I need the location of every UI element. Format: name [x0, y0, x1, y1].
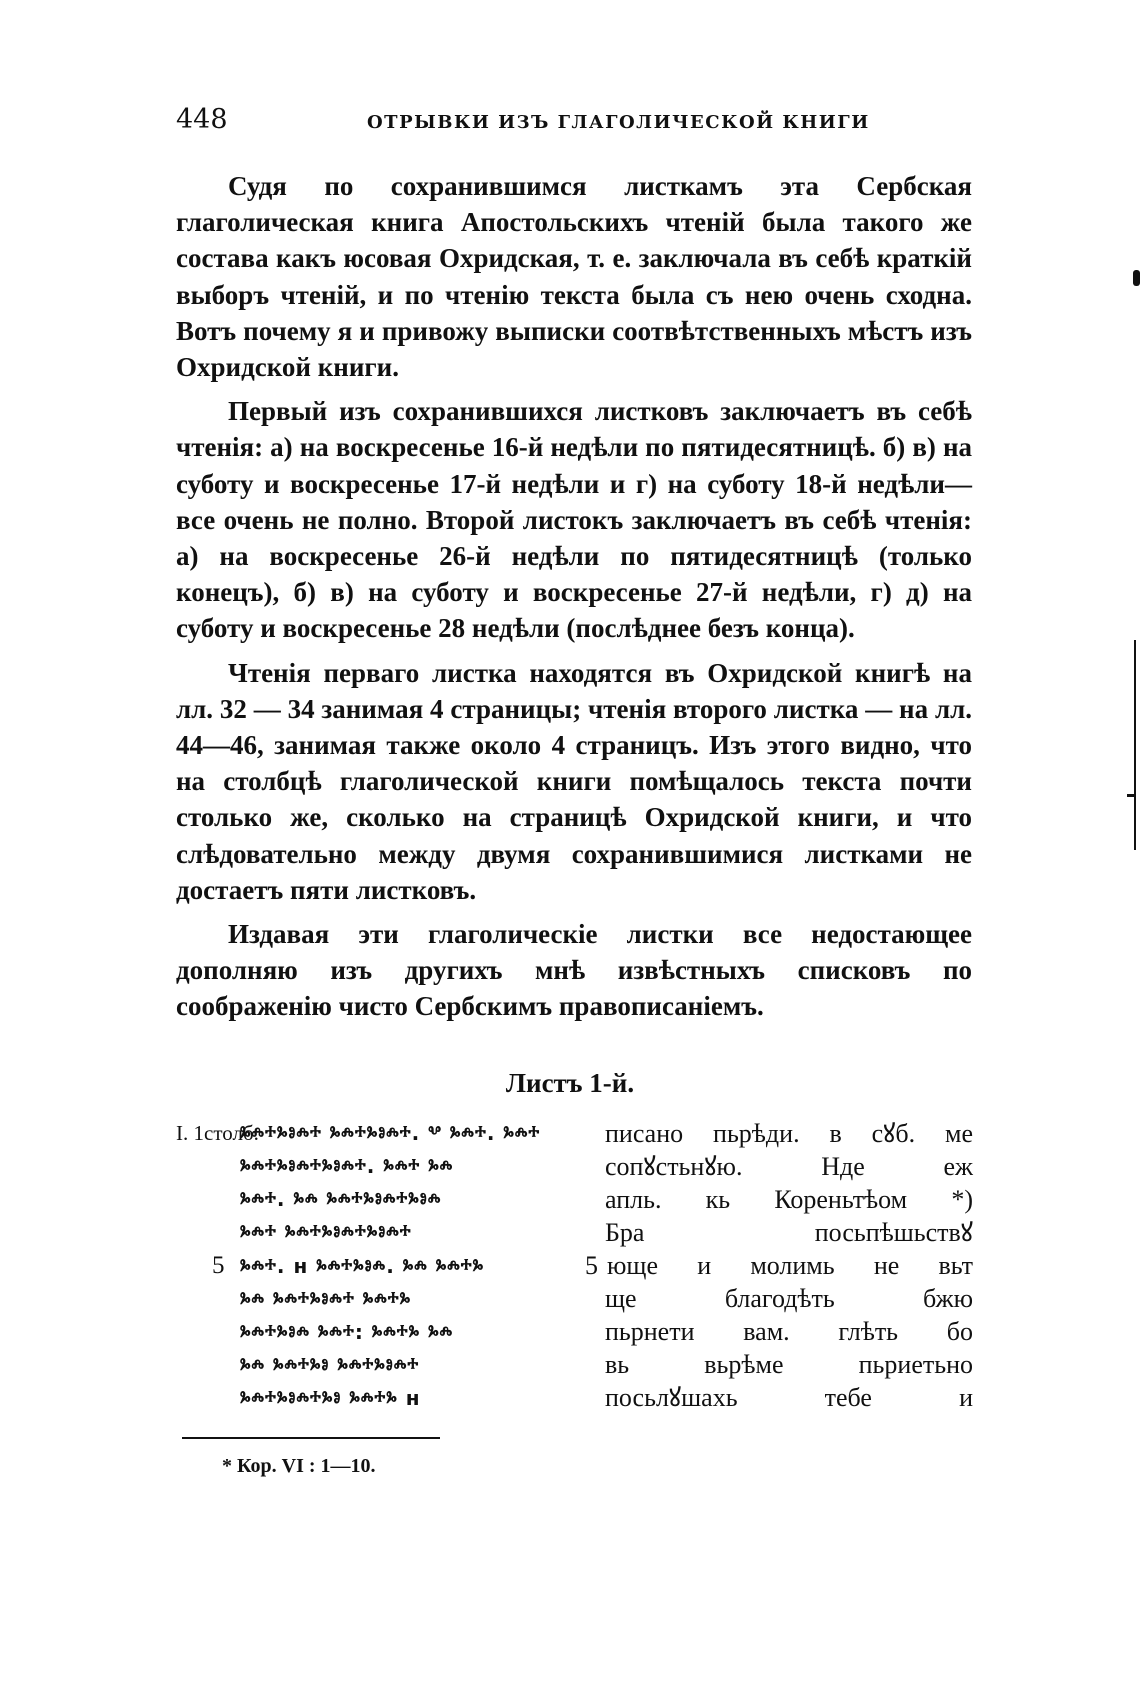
- cyrillic-line: апль. кь Кореньтѣом *): [605, 1185, 973, 1214]
- glagolitic-line: ⰳⰾⰰⰳⱁⰾⰰⰳⱁ ⰳⰾⰰⰳ н: [240, 1386, 421, 1410]
- glagolitic-line: ⰳⰾⰰ. ⰳⰾ ⰳⰾⰰⰳⱁⰾⰰⰳⱁⰾ: [240, 1187, 442, 1211]
- running-title: ОТРЫВКИ ИЗЪ ГЛАГОЛИЧЕСКОЙ КНИГИ: [367, 112, 870, 133]
- cyrillic-line: пьрнети вам. глѣть бо: [605, 1317, 973, 1346]
- footnote: * Кор. VI : 1—10.: [222, 1455, 376, 1477]
- glagolitic-line: ⰳⰾⰰ ⰳⰾⰰⰳⱁⰾⰰⰳⱁⰾⰰ: [240, 1220, 412, 1244]
- scan-mark: [1127, 794, 1135, 797]
- column-label: I. 1столб.: [176, 1121, 259, 1145]
- scan-mark: [1133, 270, 1140, 286]
- paragraph-4: Издавая эти глаголическіе листки все недостающее дополняю изъ другихъ мнѣ извѣстныхъ списковъ по соображенію чисто Сербскимъ правописаніемъ.: [176, 919, 972, 1022]
- cyrillic-line: ще благодѣть бжю: [605, 1284, 973, 1313]
- cyrillic-line: юще и молимь не вьт: [607, 1251, 973, 1280]
- glagolitic-column: [176, 1117, 576, 1415]
- line-number: 5: [585, 1251, 598, 1280]
- glagolitic-line: ⰳⰾⰰⰳⱁⰾⰰⰳⱁⰾⰰ. ⰳⰾⰰ ⰳⰾ: [240, 1154, 454, 1178]
- cyrillic-line: сопꙋстьнꙋю. Нде еж: [605, 1152, 973, 1181]
- paragraph-1: Судя по сохранившимся листкамъ эта Сербская глаголическая книга Апостольскихъ чтеній была такого же состава какъ юсовая Охридская, т. е. заключала въ себѣ краткій выборъ чтеній, и по чтенію текста была съ нею очень сходна. Вотъ почему я и привожу выписки соотвѣтственныхъ мѣстъ изъ Охридской книги.: [176, 171, 972, 383]
- paragraph-3: Чтенія перваго листка находятся въ Охридской книгѣ на лл. 32 — 34 занимая 4 страницы; чтенія второго листка — на лл. 44—46, занимая также около 4 страницъ. Изъ этого видно, что на столбцѣ глаголической книги помѣщалось текста почти столько же, сколько на страницѣ Охридской книги, и что слѣдовательно между двумя сохранившимися листками не достаетъ пяти листковъ.: [176, 657, 972, 905]
- page-number: 448: [176, 104, 228, 135]
- glagolitic-line: ⰳⰾⰰⰳⱁⰾ ⰳⰾⰰ: ⰳⰾⰰⰳ ⰳⰾ: [240, 1320, 454, 1344]
- cyrillic-column: [585, 1117, 973, 1414]
- cyrillic-line: вь вьрѣме пьриетьно: [605, 1350, 973, 1379]
- glagolitic-line: ⰳⰾⰰⰳⱁⰾⰰ ⰳⰾⰰⰳⱁⰾⰰ. ⰲ ⰳⰾⰰ. ⰳⰾⰰ: [240, 1121, 541, 1145]
- footnote-rule: [182, 1437, 440, 1439]
- cyrillic-line: посьлꙋшахь тебе и: [605, 1383, 973, 1412]
- scan-mark: [1134, 640, 1136, 850]
- glagolitic-line: ⰳⰾ ⰳⰾⰰⰳⱁⰾⰰ ⰳⰾⰰⰳ: [240, 1287, 412, 1311]
- line-number: 5: [212, 1252, 225, 1279]
- sheet-title: Листъ 1-й.: [505, 1068, 635, 1098]
- cyrillic-line: писано пьрѣди. в сꙋб. ме: [605, 1119, 973, 1148]
- cyrillic-line: Бра посьпѣшьствꙋ: [605, 1218, 973, 1247]
- glagolitic-line: ⰳⰾ ⰳⰾⰰⰳⱁ ⰳⰾⰰⰳⱁⰾⰰ: [240, 1353, 420, 1377]
- glagolitic-line: ⰳⰾⰰ. н ⰳⰾⰰⰳⱁⰾ. ⰳⰾ ⰳⰾⰰⰳ: [240, 1254, 485, 1278]
- paragraph-2: Первый изъ сохранившихся листковъ заключаетъ въ себѣ чтенія: а) на воскресенье 16-й недѣли по пятидесятницѣ. б) в) на суботу и воскресенье 17-й недѣли и г) на суботу 18-й недѣли— все очень не полно. Второй листокъ заключаетъ въ себѣ чтенія: а) на воскресенье 26-й недѣли по пятидесятницѣ (только конецъ), б) в) на суботу и воскресенье 27-й недѣли, г) д) на суботу и воскресенье 28 недѣли (послѣднее безъ конца).: [176, 396, 972, 644]
- main-text: [176, 168, 972, 1033]
